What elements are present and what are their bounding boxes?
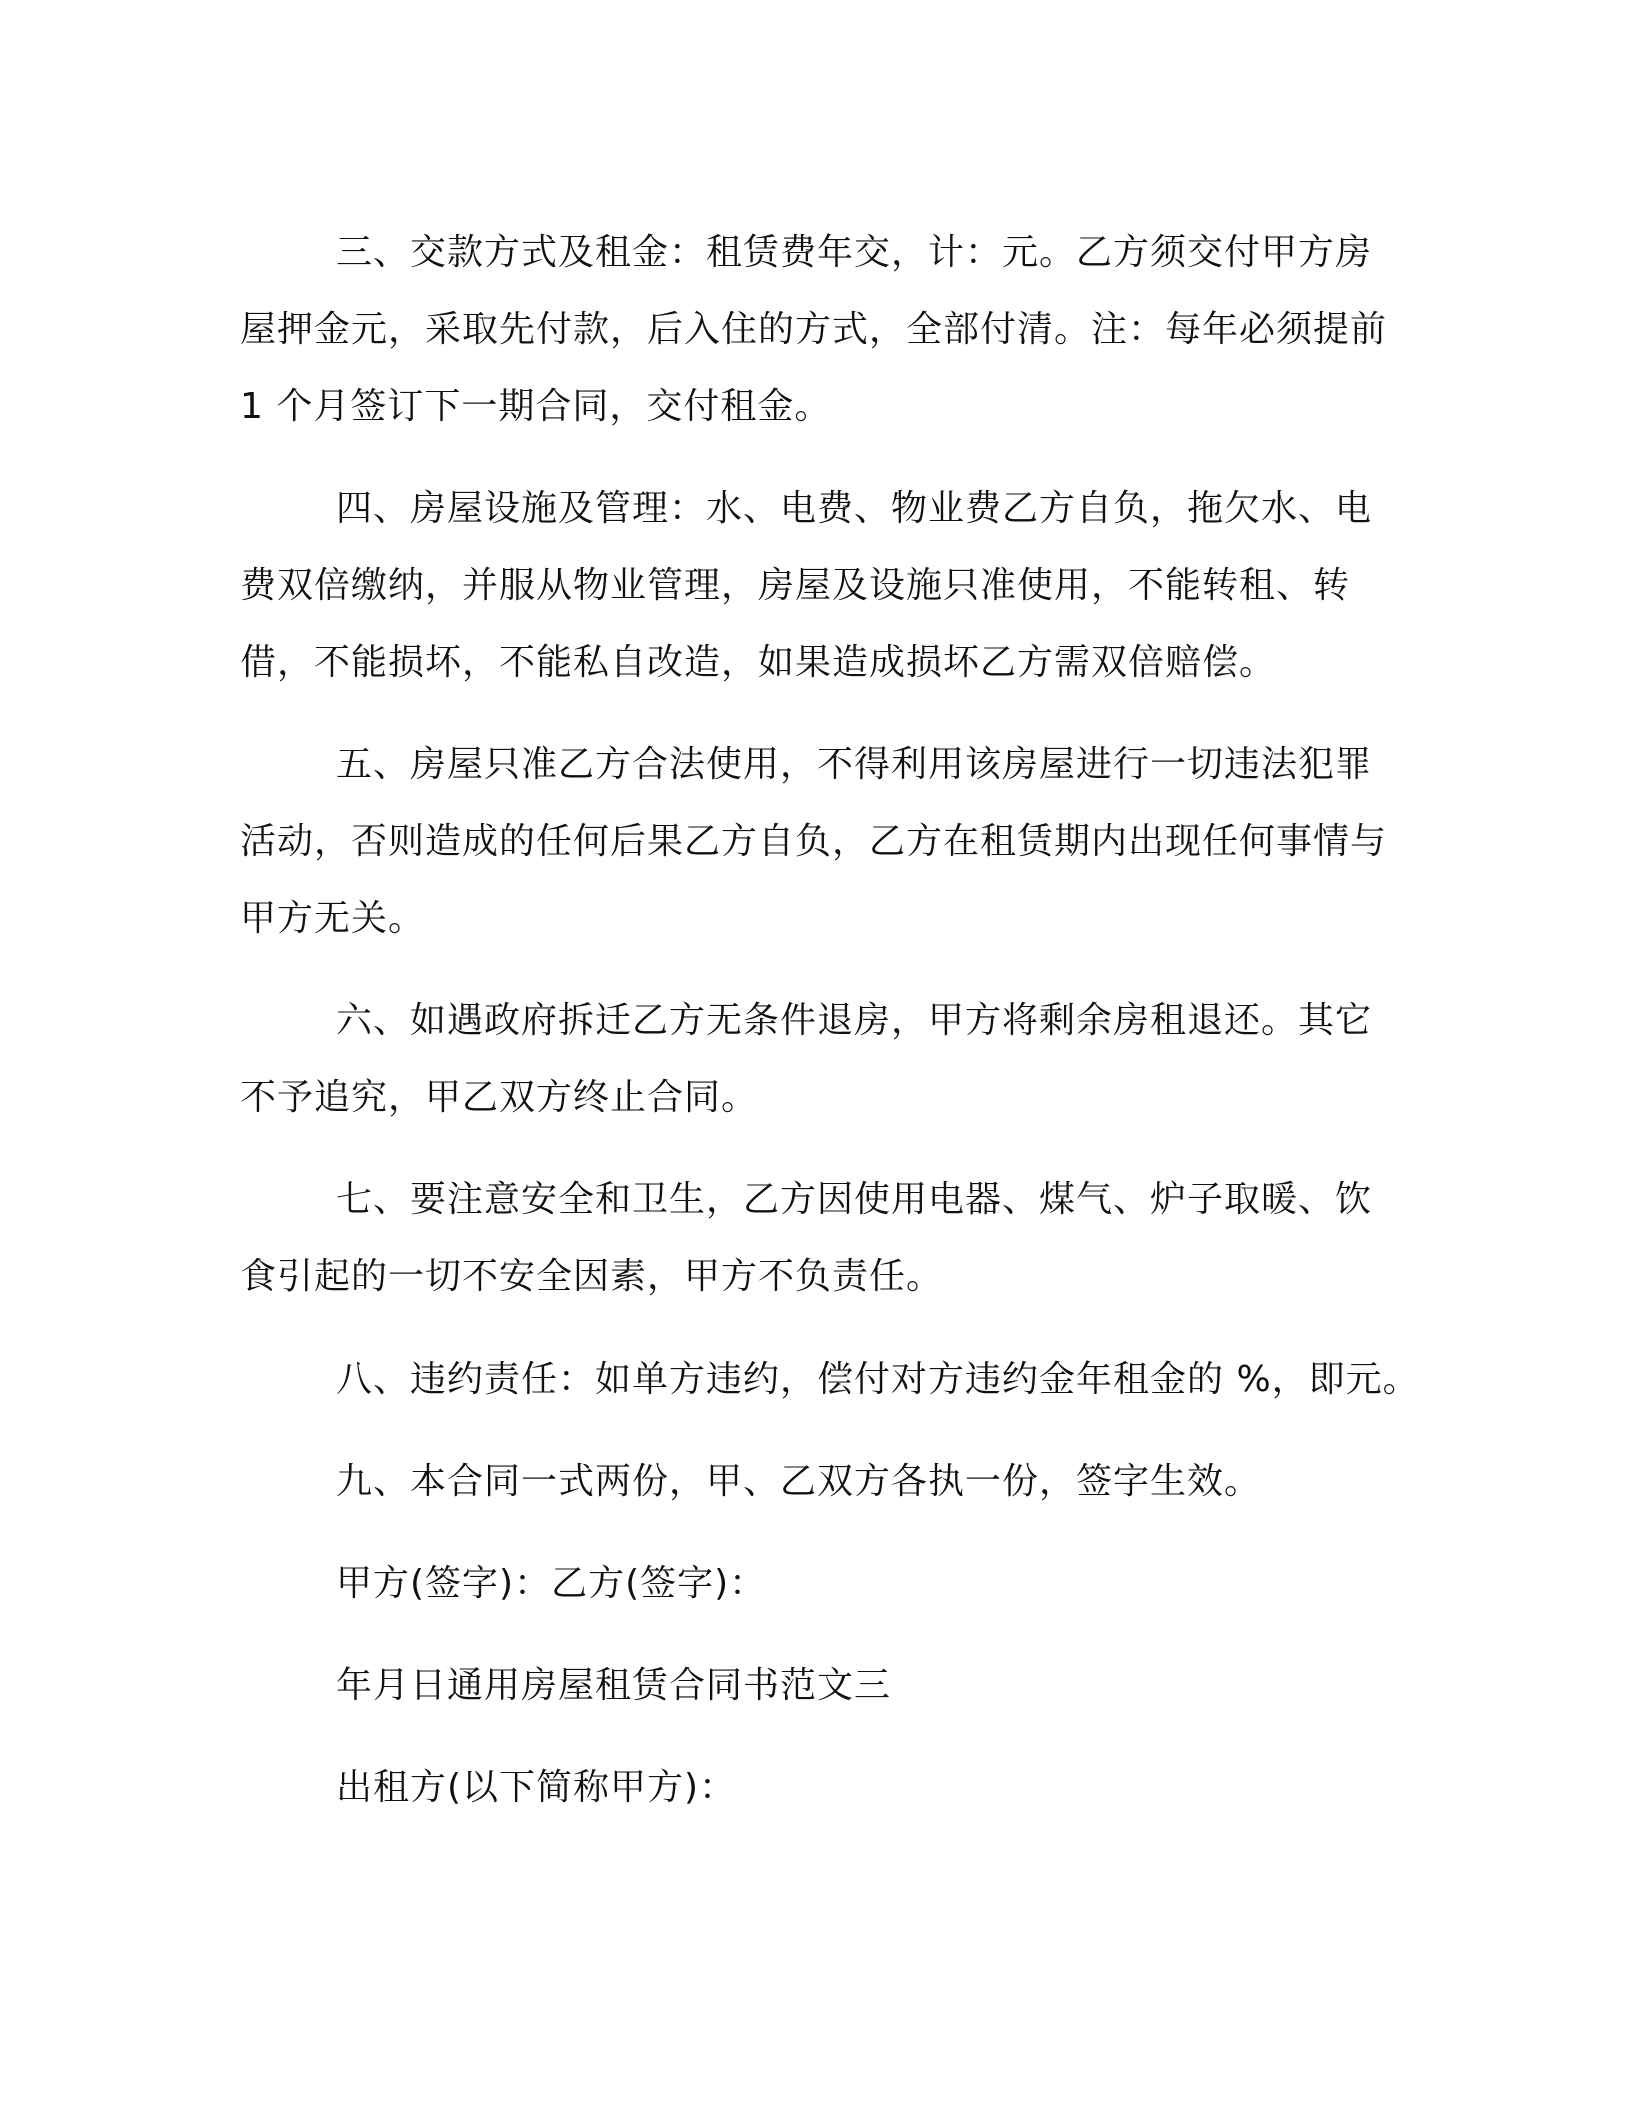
lessor-line: 出租方(以下简称甲方)： <box>336 1767 737 1808</box>
clause-6-demolition: 六、如遇政府拆迁乙方无条件退房，甲方将剩余房租退还。其它不予追究，甲乙双方终止合同。 <box>240 1000 1373 1118</box>
clause-7-safety: 七、要注意安全和卫生，乙方因使用电器、煤气、炉子取暖、饮食引起的一切不安全因素，甲方不负责任。 <box>240 1179 1373 1297</box>
clause-9-copies: 九、本合同一式两份，甲、乙双方各执一份，签字生效。 <box>336 1461 1262 1502</box>
clause-3-payment: 三、交款方式及租金：租赁费年交，计：元。乙方须交付甲方房屋押金元，采取先付款，后入住的方式，全部付清。注：每年必须提前 1 个月签订下一期合同，交付租金。 <box>240 232 1388 427</box>
clause-4-facilities: 四、房屋设施及管理：水、电费、物业费乙方自负，拖欠水、电费双倍缴纳，并服从物业管理，房屋及设施只准使用，不能转租、转借，不能损坏，不能私自改造，如果造成损坏乙方需双倍赔偿。 <box>240 488 1373 683</box>
clause-5-legal-use: 五、房屋只准乙方合法使用，不得利用该房屋进行一切违法犯罪活动，否则造成的任何后果乙方自负，乙方在租赁期内出现任何事情与甲方无关。 <box>240 744 1388 939</box>
date-and-heading: 年月日通用房屋租赁合同书范文三 <box>336 1665 892 1706</box>
signature-line: 甲方(签字)：乙方(签字)： <box>336 1563 767 1604</box>
clause-8-breach: 八、违约责任：如单方违约，偿付对方违约金年租金的 %，即元。 <box>336 1359 1420 1400</box>
